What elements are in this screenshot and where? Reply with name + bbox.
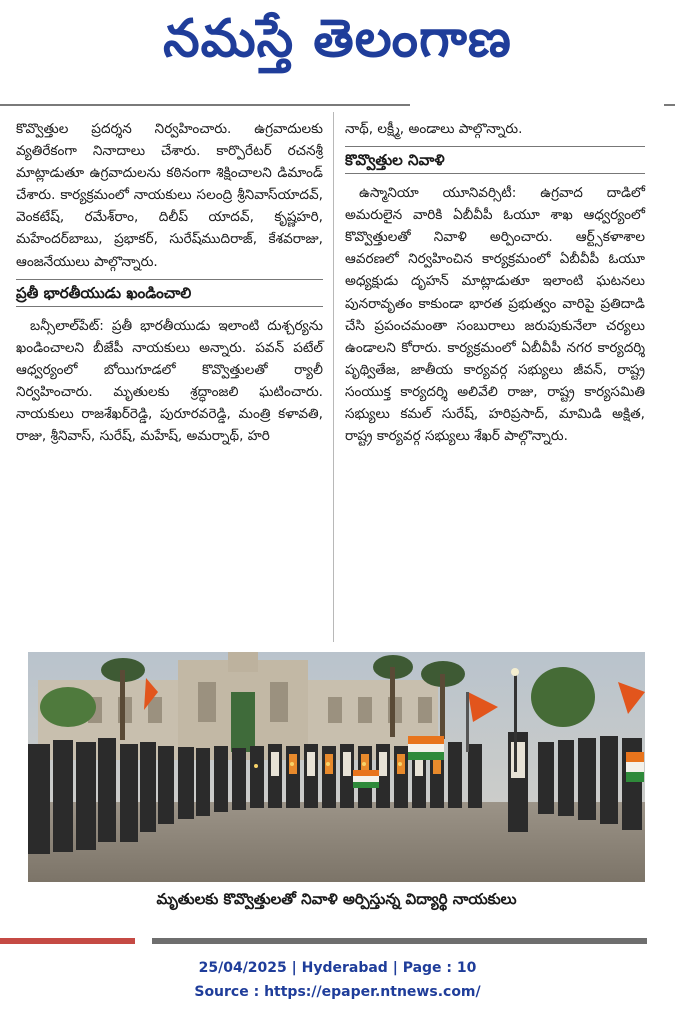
section-subhead: కొవ్వొత్తుల నివాళి [345, 146, 645, 174]
article-paragraph: కొవ్వొత్తుల ప్రదర్శన నిర్వహించారు. ఉగ్రవాదులకు వ్యతిరేకంగా నినాదాలు చేశారు. కార్పొరేటర్ రచనశ్రీ మాట్లాడుతూ ఉగ్రవాదులను కఠినంగా శిక్షించాలని డిమాండ్ చేశారు. కార్యక్రమంలో నాయకులు సలంద్రి శ్రీనివాస్‌యాదవ్, వెంకటేష్, రమేశ్‌రాం, దిలీప్ యాదవ్, కృష్ణహరి, మహేందర్‌బాబు, ప్రభాకర్, సురేష్‌ముదిరాజ్, కేశవరాజు, ఆంజనేయులు పాల్గొన్నారు. [16, 121, 323, 270]
masthead [0, 0, 675, 78]
footer-strip [152, 938, 647, 944]
column-divider [333, 112, 334, 642]
article-left-column [16, 118, 323, 447]
edition-info: 25/04/2025 | Hyderabad | Page : 10 [198, 960, 477, 976]
photo-caption: మృతులకు కొవ్వొత్తులతో నివాళి అర్పిస్తున్న విద్యార్థి నాయకులు [156, 890, 517, 908]
candle-rally-photo [28, 652, 645, 882]
footer-strip [0, 938, 135, 944]
article-right-column [345, 118, 645, 447]
section-subhead: ప్రతీ భారతీయుడు ఖండించాలి [16, 279, 323, 307]
article-paragraph: ఉస్మానియా యూనివర్సిటీ: ఉగ్రవాద దాడిలో అమరులైన వారికి ఏబీవీపీ ఓయూ శాఖ ఆధ్వర్యంలో కొవ్వొత్తులతో నివాళి అర్పించారు. ఆర్ట్స్‌కళాశాల ఆవరణలో నిర్వహించిన కార్యక్రమంలో ఏబీవీపీ ఓయూ అధ్యక్షుడు దృహన్ మాట్లాడుతూ ఇలాంటి ఘటనలు పునరావృతం కాకుండా భారత ప్రభుత్వం వారిపై ప్రతిదాడి చేసి ప్రపంచమంతా సంబురాలు జరుపుకునేలా చర్యలు ఉండాలని కోరారు. కార్యక్రమంలో ఏబీవీపీ నగర కార్యదర్శి పృథ్వితేజ, జాతీయ కార్యవర్గ సభ్యులు జీవన్, రాష్ట్ర సంయుక్త కార్యదర్శి అలివేలి రాజు, రాష్ట్ర కార్యసమితి సభ్యులు కమల్ సురేష్, హరిప్రసాద్, మామిడి అక్షిత, రాష్ట్ర కార్యవర్గ సభ్యులు శేఖర్ పాల్గొన్నారు. [345, 185, 645, 445]
top-rule-right [664, 104, 675, 106]
article-paragraph: నాథ్, లక్ష్మీ, అండాలు పాల్గొన్నారు. [345, 121, 523, 137]
top-rule [0, 104, 410, 106]
article-paragraph: బన్సీలాల్‌పేట్: ప్రతీ భారతీయుడు ఇలాంటి దుశ్చర్యను ఖండించాలని బీజేపీ నాయకులు అన్నారు. పవన్ పటేల్ ఆధ్వర్యంలో బోయిగూడలో కొవ్వొత్తులతో ర్యాలీ నిర్వహించారు. మృతులకు శ్రద్ధాంజలి ఘటించారు. నాయకులు రాజశేఖర్‌రెడ్డి, పురూరవరెడ్డి, మంత్రి కళావతి, రాజు, శ్రీనివాస్, సురేష్, మహేష్, అమర్నాథ్, హరి [16, 317, 323, 445]
newspaper-title: నమస్తే తెలంగాణ [163, 9, 512, 69]
source-link[interactable]: Source : https://epaper.ntnews.com/ [194, 984, 481, 1000]
news-photo [28, 652, 645, 882]
